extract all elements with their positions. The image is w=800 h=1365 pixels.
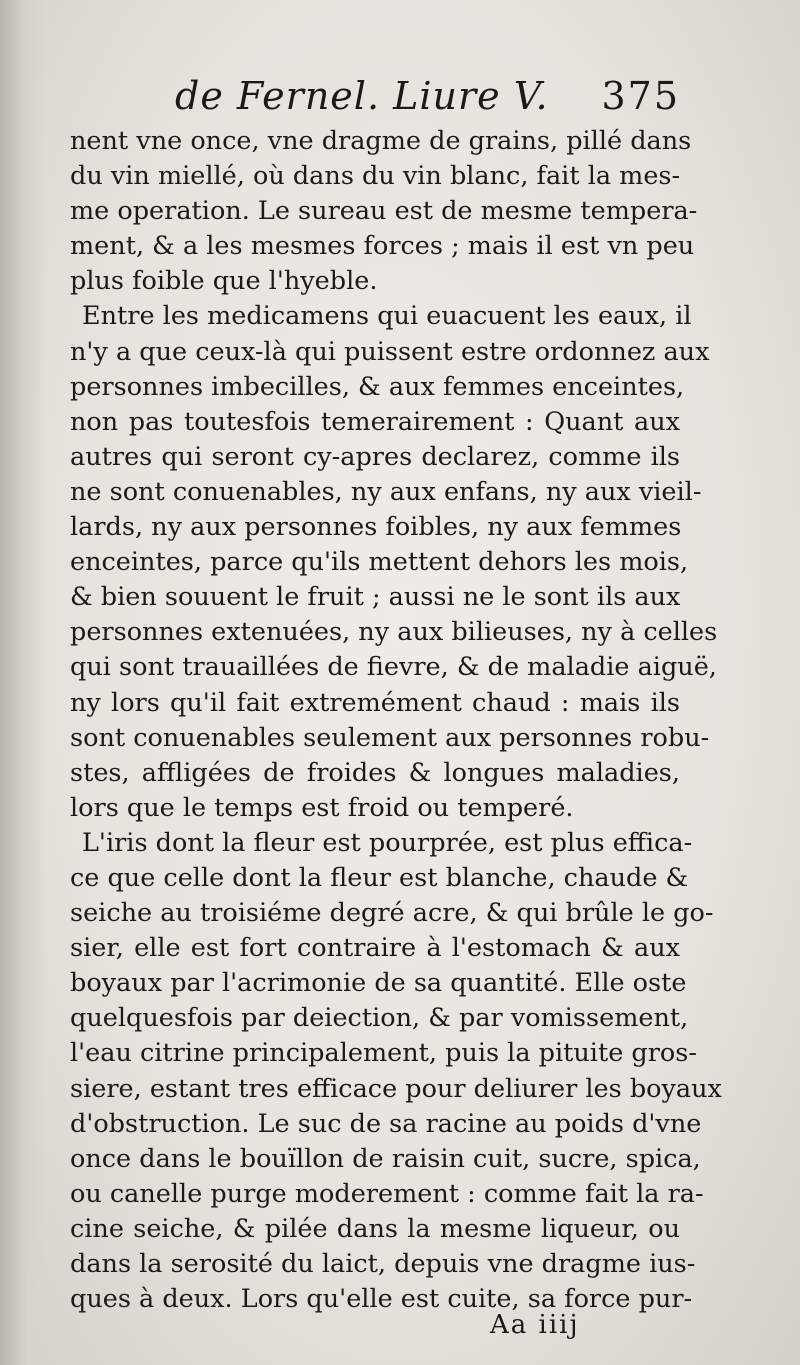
running-title: de Fernel. Liure V. [175, 74, 549, 118]
text-line: me operation. Le sureau est de mesme tempera- [70, 196, 698, 227]
text-line: l'eau citrine principalement, puis la pituite gros- [70, 1038, 697, 1069]
text-line: sont conuenables seulement aux personnes robu- [70, 722, 710, 753]
text-line: boyaux par l'acrimonie de sa quantité. Elle oste [70, 968, 687, 999]
text-line: enceintes, parce qu'ils mettent dehors les mois, [70, 547, 689, 578]
text-line: autres qui seront cy-apres declarez, comme ils [70, 441, 680, 472]
text-line: Entre les medicamens qui euacuent les eaux, il [82, 301, 692, 332]
text-line: sier, elle est fort contraire à l'estomach & aux [70, 933, 680, 964]
gutter-shadow [0, 0, 46, 1365]
text-line: nent vne once, vne dragme de grains, pillé dans [70, 126, 692, 156]
text-line: ques à deux. Lors qu'elle est cuite, sa force pur- [70, 1284, 693, 1315]
text-line: personnes extenuées, ny aux bilieuses, ny à celles [70, 617, 718, 648]
page-header [175, 70, 680, 122]
text-line: once dans le bouïllon de raisin cuit, sucre, spica, [70, 1143, 701, 1174]
signature-mark: Aa iiij [490, 1310, 580, 1340]
text-line: L'iris dont la fleur est pourprée, est plus effica- [82, 827, 693, 858]
text-line: lards, ny aux personnes foibles, ny aux femmes [70, 512, 682, 543]
text-line: siere, estant tres efficace pour deliurer les boyaux [70, 1073, 722, 1104]
text-line: qui sont trauaillées de fievre, & de maladie aiguë, [70, 652, 717, 683]
body-text [70, 124, 722, 1317]
text-line: seiche au troisiéme degré acre, & qui brûle le go- [70, 898, 714, 929]
text-line: ou canelle purge moderement : comme fait la ra- [70, 1178, 704, 1209]
text-line: quelquesfois par deiection, & par vomissement, [70, 1003, 689, 1034]
text-line: lors que le temps est froid ou temperé. [70, 792, 574, 823]
text-line: personnes imbecilles, & aux femmes enceintes, [70, 371, 685, 402]
text-line: & bien souuent le fruit ; aussi ne le sont ils aux [70, 582, 681, 613]
text-line: stes, affligées de froides & longues maladies, [70, 757, 680, 788]
text-line: cine seiche, & pilée dans la mesme liqueur, ou [70, 1213, 680, 1244]
text-line: ny lors qu'il fait extremément chaud : mais ils [70, 687, 680, 718]
text-line: n'y a que ceux-là qui puissent estre ordonnez aux [70, 336, 710, 367]
text-line: du vin miellé, où dans du vin blanc, fait la mes- [70, 161, 681, 192]
text-line: plus foible que l'hyeble. [70, 266, 378, 297]
text-line: ment, & a les mesmes forces ; mais il est vn peu [70, 231, 695, 262]
text-line: d'obstruction. Le suc de sa racine au poids d'vne [70, 1108, 702, 1139]
text-line: dans la serosité du laict, depuis vne dragme ius- [70, 1249, 696, 1279]
text-line: ne sont conuenables, ny aux enfans, ny aux vieil- [70, 476, 702, 507]
text-line: ce que celle dont la fleur est blanche, chaude & [70, 862, 689, 893]
page-number: 375 [601, 74, 680, 118]
text-line: non pas toutesfois temerairement : Quant aux [70, 406, 680, 437]
